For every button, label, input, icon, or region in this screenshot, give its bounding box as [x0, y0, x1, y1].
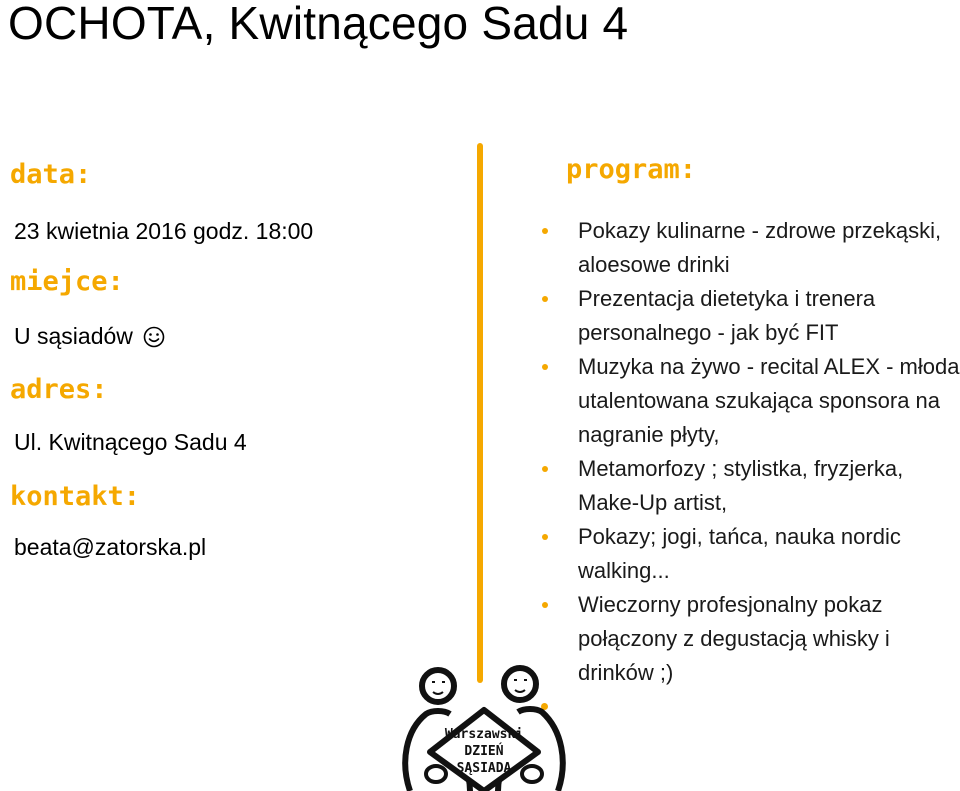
program-item: Wieczorny profesjonalny pokaz połączony z degustacją whisky i drinków ;) — [530, 588, 960, 690]
program-item: Metamorfozy ; stylistka, fryzjerka, Make-Up artist, — [530, 452, 960, 520]
program-list — [530, 214, 960, 690]
bullet-dot-icon — [542, 466, 548, 472]
program-label: program: — [566, 154, 697, 185]
date-value: 23 kwietnia 2016 godz. 18:00 — [14, 218, 314, 244]
program-item: Muzyka na żywo - recital ALEX - młoda utalentowana szukająca sponsora na nagranie płyty, — [530, 350, 960, 452]
contact-label: kontakt: — [10, 481, 141, 512]
bullet-dot-icon — [542, 534, 548, 540]
logo-line-1: Warszawski — [444, 727, 524, 742]
place-line — [14, 322, 165, 354]
bullet-dot-icon — [542, 296, 548, 302]
bullet-dot-icon — [542, 364, 548, 370]
vertical-divider — [477, 143, 483, 683]
address-value: Ul. Kwitnącego Sadu 4 — [14, 429, 247, 455]
date-label: data: — [10, 159, 92, 190]
warszawski-dzien-sasiada-logo — [370, 652, 598, 791]
contact-email-link[interactable]: beata@zatorska.pl — [14, 534, 207, 560]
page-title: OCHOTA, Kwitnącego Sadu 4 — [8, 0, 629, 49]
program-item: Prezentacja dietetyka i trenera personalnego - jak być FIT — [530, 282, 960, 350]
bullet-dot-icon — [542, 602, 548, 608]
address-label: adres: — [10, 374, 108, 405]
place-label: miejce: — [10, 266, 124, 297]
bullet-dot-icon — [542, 228, 548, 234]
logo-line-2: DZIEŃ — [464, 744, 504, 759]
program-item: Pokazy kulinarne - zdrowe przekąski, aloesowe drinki — [530, 214, 960, 282]
logo-line-3: SĄSIADA — [456, 761, 512, 776]
place-value: U sąsiadów — [14, 323, 133, 349]
smiley-face-icon — [143, 326, 165, 354]
program-item: Pokazy; jogi, tańca, nauka nordic walking... — [530, 520, 960, 588]
